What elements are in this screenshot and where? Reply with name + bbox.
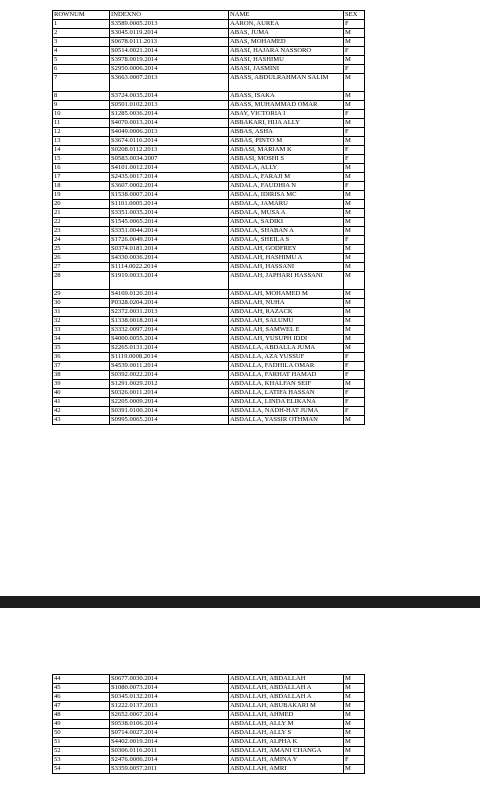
cell-rownum: 31 [53,308,110,317]
cell-rownum: 35 [53,344,110,353]
cell-sex: M [344,29,365,38]
cell-indexno: S2435.0017.2014 [110,173,229,182]
cell-indexno: S4330.0036.2014 [110,254,229,263]
cell-sex: F [344,353,365,362]
table-row [53,407,365,416]
document-page-2 [0,608,480,800]
cell-name: ABDALAH, MOHAMED M [229,290,344,299]
cell-indexno: S3332.0097.2014 [110,326,229,335]
cell-sex: M [344,693,365,702]
cell-rownum: 5 [53,56,110,65]
cell-name: ABBAS, PINTO M [229,137,344,146]
cell-name: ABDALA, ALLY [229,164,344,173]
cell-sex: M [344,272,365,290]
table-row [53,119,365,128]
cell-indexno: S2265.0131.2014 [110,344,229,353]
cell-sex: M [344,317,365,326]
cell-sex: M [344,675,365,684]
cell-name: ABDALLA, AZA YUSSUF [229,353,344,362]
cell-sex: F [344,128,365,137]
cell-indexno: S1114.0022.2014 [110,263,229,272]
cell-indexno: S0391.0100.2014 [110,407,229,416]
cell-indexno: S3359.0057.2011 [110,765,229,774]
table-row [53,29,365,38]
cell-rownum: 28 [53,272,110,290]
table-row [53,47,365,56]
cell-indexno: S0995.0065.2014 [110,416,229,425]
cell-indexno: S1545.0065.2014 [110,218,229,227]
cell-name: ABDALLAH, ALLY S [229,729,344,738]
cell-sex: M [344,200,365,209]
cell-name: ABDALLA, LINDA ELIKANA [229,398,344,407]
cell-sex: M [344,209,365,218]
table-row [53,218,365,227]
cell-rownum: 25 [53,245,110,254]
cell-rownum: 44 [53,675,110,684]
cell-rownum: 15 [53,155,110,164]
cell-indexno: S4169.0120.2014 [110,290,229,299]
table-row [53,164,365,173]
table-row [53,128,365,137]
cell-name: ABAY, VICTORIA I [229,110,344,119]
cell-rownum: 1 [53,20,110,29]
cell-sex: F [344,110,365,119]
cell-indexno: S3589.0005.2013 [110,20,229,29]
cell-indexno: S0677.0030.2014 [110,675,229,684]
table-row [53,290,365,299]
cell-name: ABDALLAH, ABDALLAH A [229,684,344,693]
table-row [53,747,365,756]
cell-rownum: 47 [53,702,110,711]
cell-indexno: S1919.0033.2014 [110,272,229,290]
cell-rownum: 2 [53,29,110,38]
cell-sex: M [344,308,365,317]
cell-name: ABDALLAH, ABDALLAH A [229,693,344,702]
cell-name: ABDALA, SHEILA S [229,236,344,245]
cell-rownum: 26 [53,254,110,263]
table-row [53,380,365,389]
header-sex: SEX [344,11,365,20]
cell-sex: F [344,362,365,371]
cell-rownum: 30 [53,299,110,308]
cell-rownum: 16 [53,164,110,173]
cell-name: ABBASI, MARIAM K [229,146,344,155]
cell-rownum: 34 [53,335,110,344]
cell-sex: F [344,371,365,380]
student-table-page-1 [52,10,365,425]
table-row [53,317,365,326]
cell-rownum: 37 [53,362,110,371]
table-row [53,398,365,407]
cell-sex: M [344,245,365,254]
cell-rownum: 4 [53,47,110,56]
cell-indexno: S2372.0031.2013 [110,308,229,317]
table-row [53,416,365,425]
cell-rownum: 22 [53,218,110,227]
cell-sex: F [344,236,365,245]
table-row [53,711,365,720]
table-row [53,389,365,398]
cell-name: ABDALLAH, ALLY M [229,720,344,729]
cell-name: ABDALAH, JAPHARI HASSANI [229,272,344,290]
table-row [53,245,365,254]
cell-name: ABASI, JASMINI [229,65,344,74]
cell-name: ABDALAH, SALUMU [229,317,344,326]
cell-name: ABAS, MOHAMED [229,38,344,47]
table-row [53,272,365,290]
table-row [53,110,365,119]
cell-rownum: 40 [53,389,110,398]
cell-name: ABDALA, SADIKI [229,218,344,227]
cell-indexno: S0306.0116.2011 [110,747,229,756]
cell-name: ABBAS, ASHA [229,128,344,137]
table-row [53,693,365,702]
cell-sex: M [344,765,365,774]
cell-sex: M [344,164,365,173]
cell-sex: M [344,729,365,738]
cell-indexno: S0374.0181.2014 [110,245,229,254]
cell-sex: M [344,720,365,729]
cell-name: ABDALLA, YASSIR OTHMAN [229,416,344,425]
cell-rownum: 39 [53,380,110,389]
table-row [53,362,365,371]
cell-indexno: S4539.0011.2014 [110,362,229,371]
cell-name: ABDALLAH, AHMED [229,711,344,720]
cell-rownum: 3 [53,38,110,47]
cell-name: ABDALAH, NUHA [229,299,344,308]
table-row [53,720,365,729]
cell-name: ABDALA, MUSA A [229,209,344,218]
cell-name: ABASS, ISAKA [229,92,344,101]
cell-indexno: S3663.0007.2013 [110,74,229,92]
cell-rownum: 8 [53,92,110,101]
cell-sex: M [344,711,365,720]
cell-name: ABBASI, MOSHI S [229,155,344,164]
cell-rownum: 48 [53,711,110,720]
cell-rownum: 29 [53,290,110,299]
student-table-page-2 [52,674,365,774]
cell-indexno: S3351.0035.2014 [110,209,229,218]
table-row [53,684,365,693]
cell-rownum: 50 [53,729,110,738]
cell-sex: F [344,398,365,407]
table-row [53,371,365,380]
cell-indexno: S3045.0119.2014 [110,29,229,38]
cell-indexno: S4101.0012.2014 [110,164,229,173]
cell-sex: M [344,344,365,353]
cell-indexno: S1080.0073.2014 [110,684,229,693]
cell-name: ABDALAH, HASSANI [229,263,344,272]
cell-sex: M [344,56,365,65]
cell-sex: M [344,254,365,263]
table-row [53,236,365,245]
cell-name: ABAS, JUMA [229,29,344,38]
cell-sex: M [344,38,365,47]
cell-indexno: S1338.0018.2014 [110,317,229,326]
cell-name: ABDALA, FARAJI M [229,173,344,182]
table-row [53,254,365,263]
cell-rownum: 14 [53,146,110,155]
cell-name: ABDALLAH, AMRI [229,765,344,774]
header-indexno: INDEXNO [110,11,229,20]
cell-sex: M [344,227,365,236]
cell-sex: M [344,326,365,335]
table-row [53,675,365,684]
cell-sex: M [344,702,365,711]
cell-sex: F [344,756,365,765]
cell-indexno: S0392.0022.2014 [110,371,229,380]
cell-name: ABDALLA, FADHILA OMAR [229,362,344,371]
cell-name: ABDALA, SHABAN A [229,227,344,236]
table-row [53,155,365,164]
cell-rownum: 21 [53,209,110,218]
cell-sex: F [344,407,365,416]
cell-name: ABDALLAH, ALPHA K [229,738,344,747]
cell-name: ABDALLAH, ABDALLAH [229,675,344,684]
cell-indexno: S0345.0132.2014 [110,693,229,702]
table-row [53,263,365,272]
table-row [53,335,365,344]
cell-sex: M [344,738,365,747]
cell-rownum: 49 [53,720,110,729]
cell-indexno: P0328.0204.2014 [110,299,229,308]
cell-name: ABASI, HASHIMU [229,56,344,65]
cell-indexno: S1285.0036.2014 [110,110,229,119]
cell-name: ABDALAH, SAMWEL E [229,326,344,335]
cell-rownum: 51 [53,738,110,747]
table-row [53,765,365,774]
table-row [53,344,365,353]
table-header-row [53,11,365,20]
cell-name: AARON, AUREA [229,20,344,29]
cell-rownum: 36 [53,353,110,362]
table-row [53,182,365,191]
cell-rownum: 27 [53,263,110,272]
table-row [53,756,365,765]
cell-name: ABDALAH, GODFREY [229,245,344,254]
table-row [53,38,365,47]
cell-name: ABDALLAH, AMANI CHANGA [229,747,344,756]
cell-sex: M [344,191,365,200]
cell-indexno: S4049.0006.2013 [110,128,229,137]
cell-rownum: 7 [53,74,110,92]
cell-name: ABDALA, JAMARU [229,200,344,209]
cell-indexno: S0714.0027.2014 [110,729,229,738]
cell-sex: M [344,684,365,693]
cell-rownum: 10 [53,110,110,119]
cell-indexno: S0678.0111.2013 [110,38,229,47]
cell-name: ABDALAH, RAZACK [229,308,344,317]
cell-sex: M [344,92,365,101]
header-name: NAME [229,11,344,20]
table-row [53,20,365,29]
table-row [53,308,365,317]
cell-name: ABDALA, IDIRISA MC [229,191,344,200]
cell-sex: M [344,335,365,344]
cell-indexno: S1222.0137.2013 [110,702,229,711]
cell-name: ABDALAH, HASHIMU A [229,254,344,263]
cell-indexno: S2950.0006.2014 [110,65,229,74]
cell-rownum: 20 [53,200,110,209]
cell-name: ABASS, ABDULRAHMAN SALIM [229,74,344,92]
cell-indexno: S3724.0035.2014 [110,92,229,101]
table-row [53,299,365,308]
cell-sex: M [344,380,365,389]
cell-name: ABDALLA, FARHAT HAMAD [229,371,344,380]
cell-rownum: 42 [53,407,110,416]
cell-rownum: 32 [53,317,110,326]
table-row [53,74,365,92]
cell-sex: M [344,218,365,227]
cell-sex: M [344,119,365,128]
cell-rownum: 53 [53,756,110,765]
table-row [53,137,365,146]
cell-sex: M [344,747,365,756]
table-row [53,200,365,209]
cell-indexno: S0501.0102.2013 [110,101,229,110]
cell-sex: M [344,299,365,308]
cell-indexno: S0208.0112.2013 [110,146,229,155]
cell-name: ABDALLA, ABDALLA JUMA [229,344,344,353]
cell-sex: M [344,101,365,110]
cell-indexno: S2476.0006.2014 [110,756,229,765]
table-row [53,65,365,74]
table-row [53,326,365,335]
table-row [53,729,365,738]
cell-rownum: 38 [53,371,110,380]
cell-name: ABDALLA, NADH-HAT JUMA [229,407,344,416]
cell-indexno: S0583.0034.2007 [110,155,229,164]
page-separator [0,596,480,608]
table-row [53,56,365,65]
cell-indexno: S1726.0049.2014 [110,236,229,245]
cell-rownum: 33 [53,326,110,335]
cell-sex: M [344,173,365,182]
cell-indexno: S4000.0055.2014 [110,335,229,344]
cell-indexno: S4402.0019.2014 [110,738,229,747]
cell-name: ABASI, HAJARA NASSORO [229,47,344,56]
cell-rownum: 43 [53,416,110,425]
cell-name: ABDALLA, KHALFAN SEIF [229,380,344,389]
cell-indexno: S0326.0011.2014 [110,389,229,398]
cell-rownum: 45 [53,684,110,693]
table-body-page-2 [53,675,365,774]
cell-name: ABDALLAH, AMINA Y [229,756,344,765]
table-row [53,209,365,218]
cell-indexno: S1291.0029.2012 [110,380,229,389]
cell-sex: F [344,182,365,191]
cell-rownum: 52 [53,747,110,756]
cell-sex: M [344,74,365,92]
cell-name: ABASS, MUHAMMAD OMAR [229,101,344,110]
cell-rownum: 9 [53,101,110,110]
cell-rownum: 12 [53,128,110,137]
header-rownum: ROWNUM [53,11,110,20]
table-row [53,738,365,747]
table-body-page-1 [53,20,365,425]
cell-indexno: S0514.0021.2014 [110,47,229,56]
table-row [53,146,365,155]
table-row [53,353,365,362]
cell-indexno: S3978.0019.2014 [110,56,229,65]
cell-sex: F [344,65,365,74]
cell-sex: F [344,155,365,164]
cell-rownum: 11 [53,119,110,128]
cell-indexno: S0538.0106.2014 [110,720,229,729]
cell-indexno: S1538.0007.2014 [110,191,229,200]
cell-sex: M [344,137,365,146]
cell-indexno: S4070.0013.2014 [110,119,229,128]
cell-sex: F [344,146,365,155]
cell-sex: M [344,263,365,272]
cell-name: ABDALLA, LATIFA HASSAN [229,389,344,398]
table-row [53,227,365,236]
table-row [53,173,365,182]
cell-rownum: 41 [53,398,110,407]
cell-name: ABDALLAH, ABUBAKARI M [229,702,344,711]
cell-indexno: S1119.0008.2014 [110,353,229,362]
cell-sex: M [344,416,365,425]
cell-indexno: S1101.0005.2014 [110,200,229,209]
cell-sex: M [344,290,365,299]
cell-sex: F [344,389,365,398]
cell-indexno: S2205.0009.2014 [110,398,229,407]
cell-sex: F [344,47,365,56]
cell-rownum: 24 [53,236,110,245]
cell-rownum: 17 [53,173,110,182]
cell-indexno: S3351.0044.2014 [110,227,229,236]
cell-rownum: 6 [53,65,110,74]
table-row [53,702,365,711]
cell-rownum: 13 [53,137,110,146]
cell-indexno: S3674.0116.2014 [110,137,229,146]
cell-rownum: 18 [53,182,110,191]
table-row [53,191,365,200]
cell-rownum: 23 [53,227,110,236]
cell-rownum: 19 [53,191,110,200]
cell-sex: F [344,20,365,29]
cell-indexno: S2652.0067.2014 [110,711,229,720]
cell-indexno: S3607.0002.2014 [110,182,229,191]
cell-name: ABBAKARI, HIJA ALLY [229,119,344,128]
cell-rownum: 54 [53,765,110,774]
cell-name: ABDALAH, YUSUPH IDDI [229,335,344,344]
table-row [53,92,365,101]
cell-name: ABDALA, FAUDHIA N [229,182,344,191]
cell-rownum: 46 [53,693,110,702]
table-row [53,101,365,110]
